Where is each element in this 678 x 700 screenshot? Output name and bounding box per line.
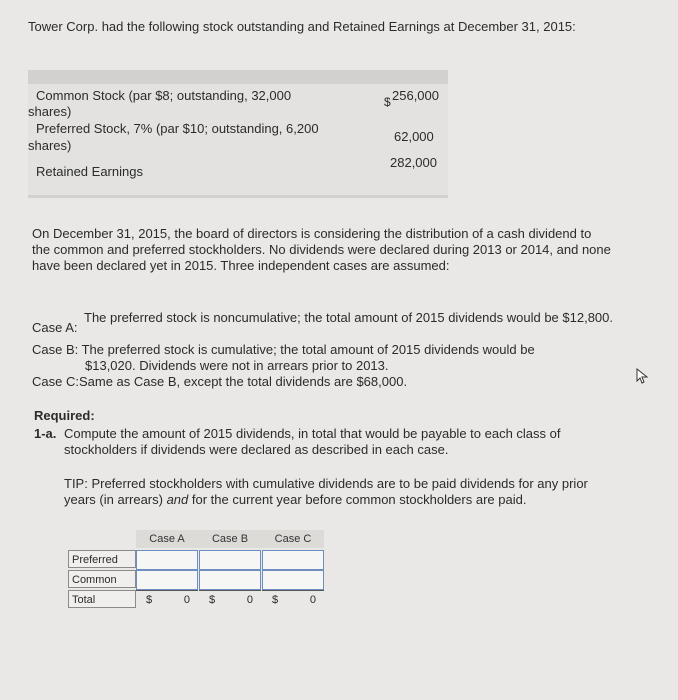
input-common-case-a[interactable] <box>136 570 198 590</box>
input-preferred-case-c[interactable] <box>262 550 324 570</box>
case-b-text-continued: $13,020. Dividends were not in arrears prior to 2013. <box>85 358 389 373</box>
total-case-b <box>199 590 261 609</box>
preferred-stock-label-2: shares) <box>28 138 72 153</box>
intro-text: Tower Corp. had the following stock outstanding and Retained Earnings at December 31, 2015: <box>28 19 576 34</box>
scenario-paragraph: On December 31, 2015, the board of directors is considering the distribution of a cash dividend to the common and preferred stockholders. No dividends were declared during 2013 or 2014, and none have been declared yet in 2015. Three independent cases are assumed: <box>32 226 611 273</box>
total-case-c <box>262 590 324 609</box>
tip-suffix: for the current year before common stockholders are paid. <box>188 492 527 507</box>
common-stock-dollar: $ <box>384 95 391 109</box>
row-label-preferred: Preferred <box>68 550 136 568</box>
preferred-stock-label-1: Preferred Stock, 7% (par $10; outstanding, 6,200 <box>36 121 319 136</box>
requirement-text: Compute the amount of 2015 dividends, in total that would be payable to each class of stockholders if dividends were declared as described in each case. <box>64 426 561 457</box>
header-case-c: Case C <box>274 533 312 545</box>
case-a-text: The preferred stock is noncumulative; the total amount of 2015 dividends would be $12,800. <box>84 310 613 325</box>
total-case-c-value: 0 <box>309 594 316 606</box>
total-case-b-value: 0 <box>246 594 253 606</box>
retained-earnings-amount: 282,000 <box>390 155 437 170</box>
common-stock-label-2: shares) <box>28 104 72 119</box>
total-case-c-currency: $ <box>272 594 279 606</box>
requirement-number: 1-a. <box>34 426 57 441</box>
retained-earnings-label: Retained Earnings <box>36 164 143 179</box>
case-b-text: Case B: The preferred stock is cumulative; the total amount of 2015 dividends would be <box>32 342 535 357</box>
total-case-b-currency: $ <box>209 594 216 606</box>
stock-table-footer-bar <box>28 195 448 198</box>
tip-prefix: TIP: Preferred stockholders with cumulative dividends are to be paid dividends for any prior years (in arrears) <box>64 476 588 507</box>
preferred-stock-amount: 62,000 <box>394 129 434 144</box>
stock-table-header-bar <box>28 70 448 84</box>
tip-emphasis: and <box>166 492 189 507</box>
input-common-case-c[interactable] <box>262 570 324 590</box>
case-c-text: Case C:Same as Case B, except the total dividends are $68,000. <box>32 374 408 389</box>
total-case-a-currency: $ <box>146 594 153 606</box>
row-label-common: Common <box>68 570 136 588</box>
input-preferred-case-b[interactable] <box>199 550 261 570</box>
case-a-label: Case A: <box>32 320 78 335</box>
row-label-total: Total <box>68 590 136 608</box>
header-case-b: Case B <box>211 533 249 545</box>
header-case-a: Case A <box>149 533 185 545</box>
required-section <box>34 408 614 507</box>
tip-text <box>64 476 604 508</box>
required-heading: Required: <box>34 408 95 423</box>
mouse-cursor-icon <box>635 368 649 384</box>
common-stock-label-1: Common Stock (par $8; outstanding, 32,000 <box>36 88 292 103</box>
answer-table <box>68 530 324 610</box>
total-case-a <box>136 590 198 609</box>
stock-table <box>28 70 448 198</box>
total-case-a-value: 0 <box>183 594 190 606</box>
common-stock-amount: 256,000 <box>392 88 439 103</box>
input-common-case-b[interactable] <box>199 570 261 590</box>
input-preferred-case-a[interactable] <box>136 550 198 570</box>
